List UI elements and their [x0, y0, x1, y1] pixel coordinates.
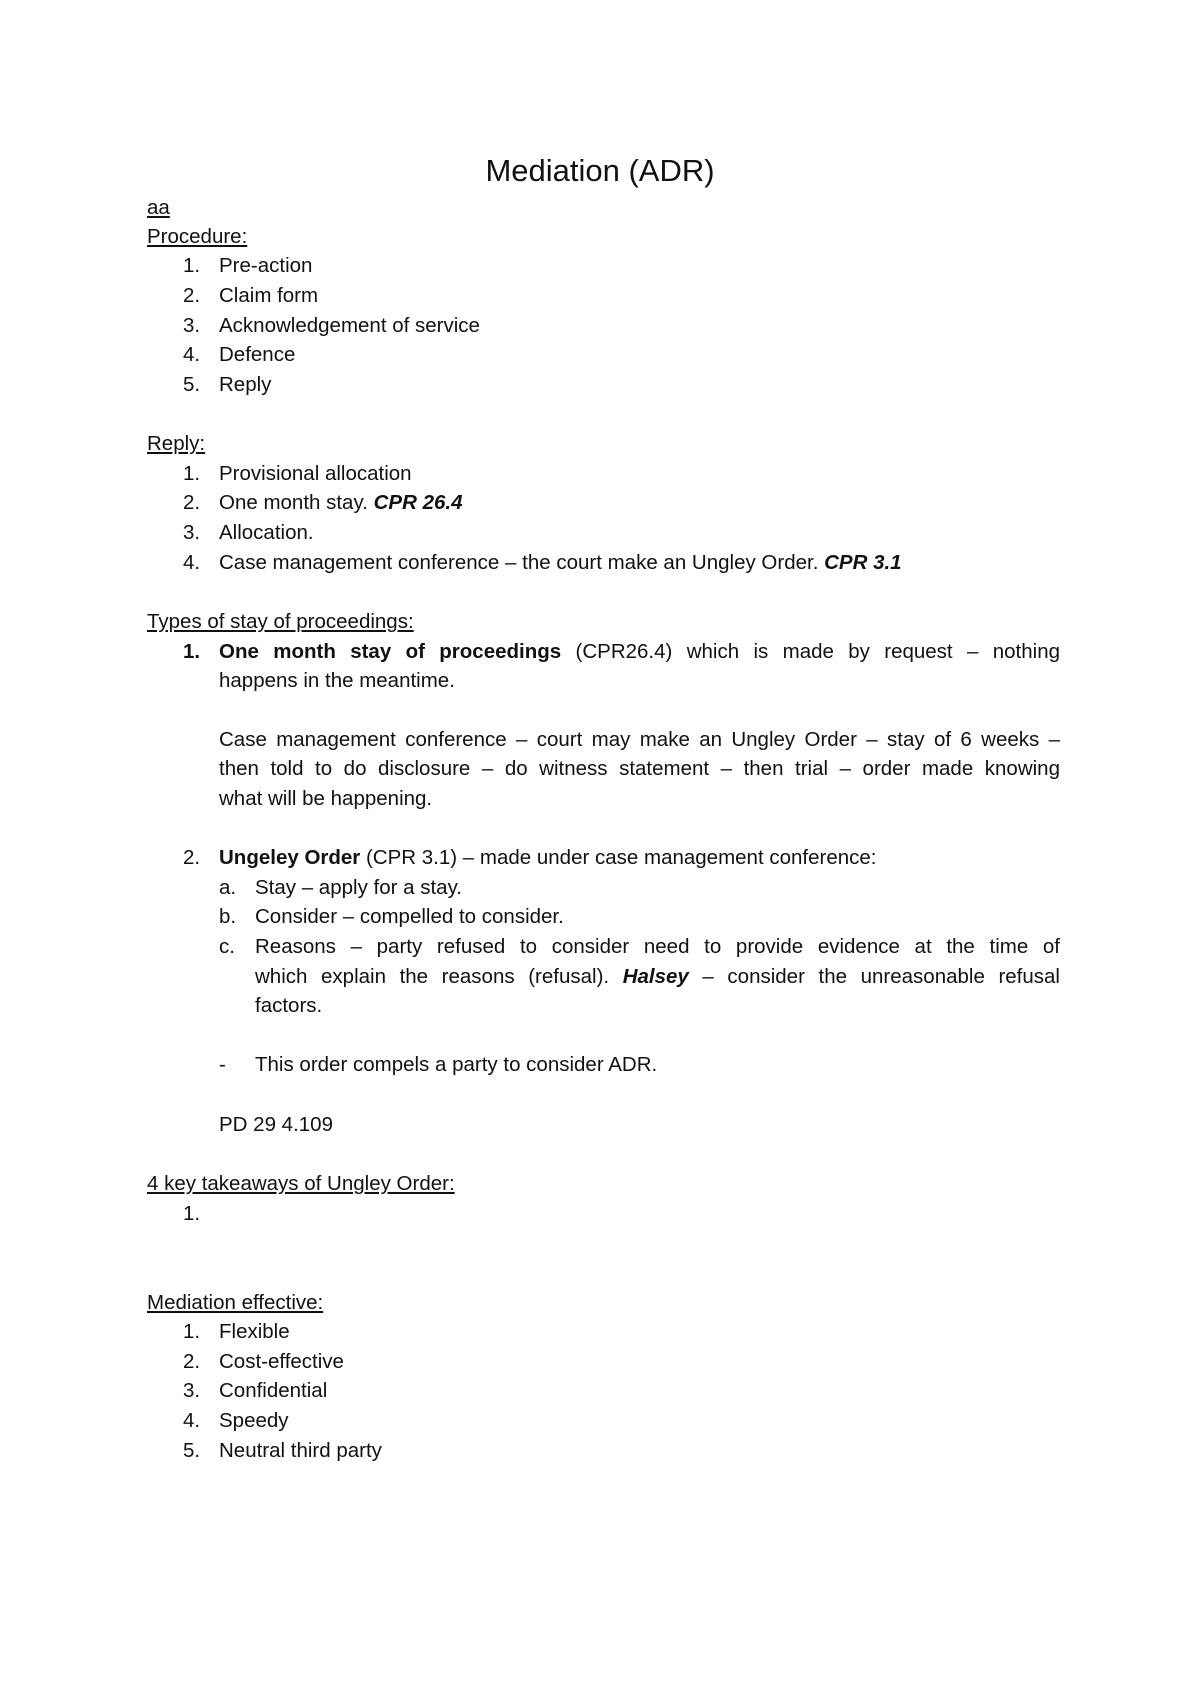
list-number: 4.: [183, 1409, 201, 1432]
list-item: [219, 553, 902, 574]
paragraph-text: (CPR26.4) which is made by request – nothing: [561, 640, 1060, 663]
list-item: Claim form: [219, 284, 319, 307]
list-item: Reply: [219, 373, 272, 396]
list-item-text: Allocation.: [219, 521, 314, 544]
list-number: 2.: [183, 846, 201, 869]
list-number: 2.: [183, 1350, 201, 1373]
list-item-text: Provisional allocation: [219, 462, 412, 485]
list-item: Defence: [219, 343, 296, 366]
paragraph-line: happens in the meantime.: [219, 669, 455, 692]
list-item-text: Case management conference – the court make an Ungley Order.: [219, 551, 825, 574]
list-number: 1.: [183, 254, 201, 277]
list-number: 1.: [183, 462, 201, 485]
sublist-item: factors.: [255, 994, 323, 1017]
paragraph-text: which explain the reasons (refusal).: [255, 965, 623, 988]
list-number: 5.: [183, 373, 201, 396]
paragraph-line: then told to do disclosure – do witness statement – then trial – order made knowing: [219, 757, 1060, 780]
aa-text: aa: [147, 196, 170, 219]
list-number: 3.: [183, 521, 201, 544]
list-item: Neutral third party: [219, 1439, 382, 1462]
sublist-item: [255, 967, 1060, 988]
paragraph-line: [219, 642, 1060, 663]
list-item: [219, 523, 314, 544]
pd-reference: PD 29 4.109: [219, 1113, 333, 1136]
list-number: 1.: [183, 1202, 201, 1225]
paragraph-line: what will be happening.: [219, 787, 433, 810]
sublist-item: Reasons – party refused to consider need to provide evidence at the time of: [255, 935, 1060, 958]
takeaways-heading: 4 key takeaways of Ungley Order:: [147, 1172, 455, 1195]
list-number: 2.: [183, 284, 201, 307]
bold-term: One month stay of proceedings: [219, 640, 562, 663]
list-number: 5.: [183, 1439, 201, 1462]
types-heading: Types of stay of proceedings:: [147, 610, 414, 633]
paragraph-text: – consider the unreasonable refusal: [688, 965, 1060, 988]
list-item: [219, 464, 412, 485]
list-item: [219, 848, 876, 869]
list-item: Speedy: [219, 1409, 289, 1432]
list-number: 2.: [183, 491, 201, 514]
effective-heading: Mediation effective:: [147, 1291, 324, 1314]
list-number: 1.: [183, 1320, 201, 1343]
dash-bullet: -: [219, 1053, 226, 1076]
cpr-reference: CPR 26.4: [373, 491, 463, 514]
reply-heading: Reply:: [147, 432, 206, 455]
list-number: 3.: [183, 314, 201, 337]
bold-term: Ungeley Order: [219, 846, 361, 869]
list-item-text: (CPR 3.1) – made under case management conference:: [360, 846, 877, 869]
list-item: Acknowledgement of service: [219, 314, 480, 337]
procedure-heading: Procedure:: [147, 225, 248, 248]
dash-item: This order compels a party to consider ADR.: [255, 1053, 658, 1076]
list-item: Cost-effective: [219, 1350, 344, 1373]
case-name: Halsey: [622, 965, 689, 988]
sublist-letter: a.: [219, 876, 237, 899]
sublist-letter: c.: [219, 935, 235, 958]
sublist-item: Consider – compelled to consider.: [255, 905, 564, 928]
cpr-reference: CPR 3.1: [824, 551, 902, 574]
document-title: Mediation (ADR): [485, 153, 715, 188]
sublist-item: Stay – apply for a stay.: [255, 876, 463, 899]
list-item: Confidential: [219, 1379, 328, 1402]
list-item: Pre-action: [219, 254, 313, 277]
list-item: [219, 493, 462, 514]
paragraph-line: Case management conference – court may make an Ungley Order – stay of 6 weeks –: [219, 728, 1060, 751]
list-number: 3.: [183, 1379, 201, 1402]
list-number: 4.: [183, 343, 201, 366]
list-item-text: One month stay.: [219, 491, 374, 514]
list-number: 4.: [183, 551, 201, 574]
sublist-letter: b.: [219, 905, 237, 928]
list-item: Flexible: [219, 1320, 290, 1343]
list-number: 1.: [183, 640, 201, 663]
